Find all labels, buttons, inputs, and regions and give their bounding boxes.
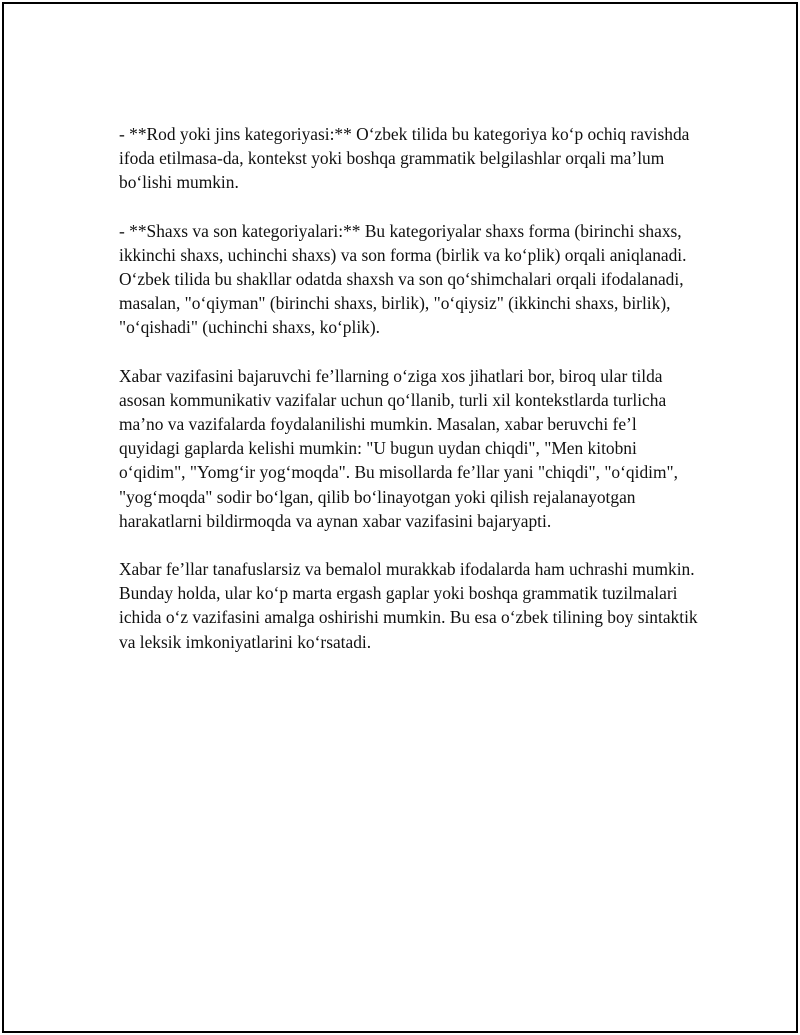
document-body (119, 122, 699, 678)
document-page (2, 2, 798, 1033)
paragraph-shaxs-son-kategoriyalari: - **Shaxs va son kategoriyalari:** Bu kategoriyalar shaxs forma (birinchi shaxs, ikkinchi shaxs, uchinchi shaxs) va son forma (birlik va ko‘plik) orqali aniqlanadi. O‘zbek tilida bu shakllar odatda shaxsh va son qo‘shimchalari orqali ifodalanadi, masalan, "o‘qiyman" (birinchi shaxs, birlik), "o‘qiysiz" (ikkinchi shaxs, birlik), "o‘qishadi" (uchinchi shaxs, ko‘plik). (119, 220, 687, 338)
paragraph-xabar-vazifasi: Xabar vazifasini bajaruvchi fe’llarning o‘ziga xos jihatlari bor, biroq ular tilda asosan kommunikativ vazifalar uchun qo‘llanib, turli xil kontekstlarda turlicha ma’no va vazifalarda foydalanilishi mumkin. Masalan, xabar beruvchi fe’l quyidagi gaplarda kelishi mumkin: "U bugun uydan chiqdi", "Men kitobni o‘qidim", "Yomg‘ir yog‘moqda". Bu misollarda fe’llar yani "chiqdi", "o‘qidim", "yog‘moqda" sodir bo‘lgan, qilib bo‘linayotgan yoki qilish rejalanayotgan harakatlarni bildirmoqda va aynan xabar vazifasini bajaryapti. (119, 365, 678, 531)
paragraph-murakkab-ifodalar: Xabar fe’llar tanafuslarsiz va bemalol murakkab ifodalarda ham uchrashi mumkin. Bunday holda, ular ko‘p marta ergash gaplar yoki boshqa grammatik tuzilmalari ichida o‘z vazifasini amalga oshirishi mumkin. Bu esa o‘zbek tilining boy sintaktik va leksik imkoniyatlarini ko‘rsatadi. (119, 559, 698, 652)
paragraph-rod-jins-kategoriyasi: - **Rod yoki jins kategoriyasi:** O‘zbek tilida bu kategoriya ko‘p ochiq ravishda ifoda etilmasa-da, kontekst yoki boshqa grammatik belgilashlar orqali ma’lum bo‘lishi mumkin. (119, 124, 690, 193)
